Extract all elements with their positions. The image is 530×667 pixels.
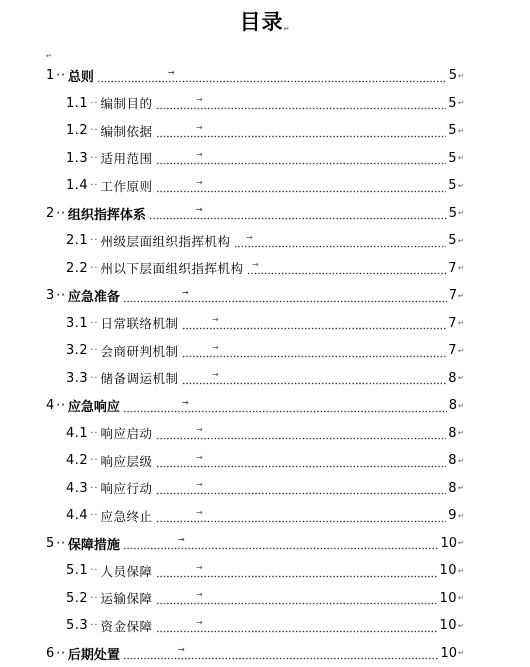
toc-entry-separator: ··	[88, 510, 100, 521]
dot-leader	[247, 261, 447, 275]
toc-entry-separator: ··	[54, 400, 68, 411]
toc-entry-page: 5	[448, 206, 457, 221]
tab-mark-icon: →	[196, 178, 203, 188]
toc-entry-title: 响应行动	[101, 479, 155, 497]
tab-mark-icon: →	[196, 480, 203, 490]
tab-mark-icon: →	[252, 260, 259, 270]
toc-entry-title: 编制目的	[101, 94, 155, 112]
toc-entry-page: 8	[447, 481, 457, 496]
toc-entry[interactable]	[0, 420, 530, 448]
toc-entry-title: 会商研判机制	[101, 342, 181, 360]
toc-entry-separator: ··	[54, 208, 68, 219]
toc-entry-separator: ··	[88, 373, 100, 384]
toc-entry[interactable]	[0, 585, 530, 613]
toc-entry-page: 10	[438, 591, 457, 606]
toc-entry-title: 组织指挥体系	[68, 204, 148, 223]
toc-entry-number: 2.1	[66, 233, 88, 248]
toc-entry[interactable]	[0, 502, 530, 530]
toc-entry[interactable]	[0, 530, 530, 558]
toc-entry-page: 5	[447, 178, 457, 193]
paragraph-mark-icon: ↵	[457, 237, 470, 245]
tab-mark-icon: →	[196, 425, 203, 435]
toc-entry[interactable]	[0, 310, 530, 338]
toc-heading	[0, 8, 530, 43]
paragraph-mark-icon: ↵	[457, 402, 470, 410]
toc-entry-separator: ··	[88, 483, 100, 494]
paragraph-mark-icon: ↵	[457, 594, 470, 602]
paragraph-mark-icon: ↵	[457, 182, 470, 190]
toc-entry-separator: ··	[88, 345, 100, 356]
toc-entry-title: 州以下层面组织指挥机构	[101, 259, 246, 277]
dot-leader	[123, 646, 439, 660]
dot-leader	[156, 179, 447, 193]
dot-leader	[156, 124, 447, 138]
toc-entry[interactable]	[0, 392, 530, 420]
dot-leader	[97, 69, 447, 83]
toc-list	[0, 62, 530, 667]
toc-entry-title: 储备调运机制	[101, 369, 181, 387]
paragraph-mark-icon: ↵	[457, 154, 470, 162]
toc-entry-separator: ··	[88, 153, 100, 164]
paragraph-mark-icon: ↵	[457, 622, 470, 630]
paragraph-mark-icon: ↵	[457, 347, 470, 355]
toc-entry-number: 1.3	[66, 151, 88, 166]
toc-entry-number: 1.1	[66, 96, 88, 111]
tab-mark-icon: →	[212, 370, 219, 380]
toc-entry-number: 5.1	[66, 563, 88, 578]
toc-entry-separator: ··	[88, 428, 100, 439]
toc-entry[interactable]	[0, 282, 530, 310]
paragraph-mark-icon: ↵	[457, 72, 470, 80]
paragraph-mark-icon: ↵	[457, 209, 470, 217]
toc-entry-number: 4.3	[66, 481, 88, 496]
paragraph-mark-icon: ↵	[457, 99, 470, 107]
toc-entry-title: 总则	[68, 66, 96, 85]
tab-mark-icon: →	[196, 508, 203, 518]
dot-leader	[182, 371, 447, 385]
toc-entry-separator: ··	[88, 565, 100, 576]
tab-mark-icon: →	[212, 315, 219, 325]
toc-entry-page: 7	[448, 288, 457, 303]
toc-entry-number: 5	[46, 536, 54, 551]
tab-mark-icon: →	[182, 398, 189, 408]
toc-entry-title: 响应层级	[101, 452, 155, 470]
toc-entry[interactable]	[0, 227, 530, 255]
toc-entry-page: 10	[439, 536, 457, 551]
dot-leader	[156, 591, 438, 605]
toc-entry-title: 应急响应	[68, 396, 122, 415]
toc-entry[interactable]	[0, 200, 530, 228]
dot-leader	[156, 426, 447, 440]
toc-entry-number: 1.4	[66, 178, 88, 193]
toc-entry-separator: ··	[88, 180, 100, 191]
paragraph-mark-icon: ↵	[457, 484, 470, 492]
toc-entry-separator: ··	[88, 263, 100, 274]
dot-leader	[123, 399, 447, 413]
toc-entry-title: 人员保障	[101, 562, 155, 580]
dot-leader	[156, 481, 447, 495]
paragraph-mark-icon: ↵	[46, 52, 52, 60]
paragraph-mark-icon: ↵	[457, 567, 470, 575]
tab-mark-icon: →	[178, 535, 185, 545]
toc-entry-page: 5	[447, 96, 457, 111]
toc-entry-title: 工作原则	[101, 177, 155, 195]
toc-entry-page: 8	[447, 426, 457, 441]
toc-entry-title: 应急终止	[101, 507, 155, 525]
dot-leader	[123, 289, 447, 303]
toc-entry-number: 4.2	[66, 453, 88, 468]
tab-mark-icon: →	[196, 590, 203, 600]
empty-paragraph	[46, 46, 52, 61]
toc-entry-number: 3.2	[66, 343, 88, 358]
toc-entry-title: 保障措施	[68, 534, 122, 553]
dot-leader	[123, 536, 439, 550]
toc-entry-page: 7	[447, 261, 457, 276]
dot-leader	[182, 344, 447, 358]
toc-entry-page: 5	[447, 151, 457, 166]
toc-entry-page: 5	[447, 233, 457, 248]
toc-entry[interactable]	[0, 557, 530, 585]
toc-entry-page: 9	[447, 508, 457, 523]
toc-entry[interactable]	[0, 365, 530, 393]
tab-mark-icon: →	[196, 453, 203, 463]
paragraph-mark-icon: ↵	[457, 539, 470, 547]
toc-entry-title: 编制依据	[101, 122, 155, 140]
toc-entry[interactable]	[0, 475, 530, 503]
paragraph-mark-icon: ↵	[457, 374, 470, 382]
toc-entry[interactable]	[0, 255, 530, 283]
toc-entry-page: 5	[448, 68, 457, 83]
dot-leader	[156, 454, 447, 468]
tab-mark-icon: →	[196, 563, 203, 573]
toc-heading-text: 目录	[240, 10, 284, 34]
toc-entry[interactable]	[0, 145, 530, 173]
paragraph-mark-icon: ↵	[457, 429, 470, 437]
toc-entry-separator: ··	[88, 98, 100, 109]
toc-entry-separator: ··	[88, 235, 100, 246]
toc-entry-separator: ··	[54, 290, 68, 301]
toc-entry[interactable]	[0, 62, 530, 90]
toc-entry[interactable]	[0, 337, 530, 365]
toc-entry-title: 响应启动	[101, 424, 155, 442]
toc-entry-number: 4.1	[66, 426, 88, 441]
toc-entry-page: 5	[447, 123, 457, 138]
toc-entry-number: 4.4	[66, 508, 88, 523]
paragraph-mark-icon: ↵	[457, 319, 470, 327]
paragraph-mark-icon: ↵	[457, 649, 470, 657]
toc-entry[interactable]	[0, 612, 530, 640]
paragraph-mark-icon: ↵	[457, 457, 470, 465]
paragraph-mark-icon: ↵	[457, 512, 470, 520]
toc-entry-number: 6	[46, 646, 54, 661]
toc-entry-title: 资金保障	[101, 617, 155, 635]
toc-entry-number: 4	[46, 398, 54, 413]
toc-entry-number: 3	[46, 288, 54, 303]
toc-entry-number: 2.2	[66, 261, 88, 276]
dot-leader	[182, 316, 447, 330]
dot-leader	[156, 619, 438, 633]
tab-mark-icon: →	[196, 95, 203, 105]
toc-entry-number: 3.3	[66, 371, 88, 386]
paragraph-mark-icon: ↵	[457, 127, 470, 135]
tab-mark-icon: →	[196, 123, 203, 133]
toc-entry-title: 运输保障	[101, 589, 155, 607]
toc-entry-number: 5.2	[66, 591, 88, 606]
toc-entry-page: 7	[447, 316, 457, 331]
toc-entry-separator: ··	[88, 125, 100, 136]
toc-entry-separator: ··	[88, 455, 100, 466]
toc-entry-page: 10	[439, 646, 457, 661]
dot-leader	[156, 564, 438, 578]
tab-mark-icon: →	[246, 233, 253, 243]
tab-mark-icon: →	[178, 645, 185, 655]
toc-entry-title: 后期处置	[68, 644, 122, 663]
toc-entry-page: 8	[448, 398, 457, 413]
toc-entry[interactable]	[0, 90, 530, 118]
toc-entry-title: 日常联络机制	[101, 314, 181, 332]
dot-leader	[156, 96, 447, 110]
toc-entry-title: 应急准备	[68, 286, 122, 305]
toc-entry-number: 3.1	[66, 316, 88, 331]
toc-entry-separator: ··	[88, 593, 100, 604]
tab-mark-icon: →	[168, 68, 175, 78]
toc-entry-number: 1	[46, 68, 54, 83]
dot-leader	[156, 151, 447, 165]
tab-mark-icon: →	[182, 288, 189, 298]
toc-entry-number: 5.3	[66, 618, 88, 633]
toc-entry-title: 适用范围	[101, 149, 155, 167]
toc-entry-page: 8	[447, 371, 457, 386]
toc-entry-number: 2	[46, 206, 54, 221]
toc-entry-page: 10	[438, 618, 457, 633]
toc-entry-separator: ··	[54, 70, 68, 81]
dot-leader	[149, 206, 447, 220]
paragraph-mark-icon: ↵	[284, 25, 291, 33]
tab-mark-icon: →	[212, 343, 219, 353]
toc-entry[interactable]	[0, 640, 530, 667]
tab-mark-icon: →	[196, 205, 203, 215]
toc-entry-number: 1.2	[66, 123, 88, 138]
dot-leader	[156, 509, 447, 523]
dot-leader	[234, 234, 447, 248]
toc-entry-separator: ··	[54, 648, 68, 659]
toc-entry[interactable]	[0, 172, 530, 200]
toc-entry-separator: ··	[88, 620, 100, 631]
toc-entry[interactable]	[0, 447, 530, 475]
tab-mark-icon: →	[196, 618, 203, 628]
tab-mark-icon: →	[196, 150, 203, 160]
toc-entry[interactable]	[0, 117, 530, 145]
toc-entry-title: 州级层面组织指挥机构	[101, 232, 233, 250]
paragraph-mark-icon: ↵	[457, 292, 470, 300]
toc-entry-separator: ··	[54, 538, 68, 549]
toc-entry-page: 7	[447, 343, 457, 358]
paragraph-mark-icon: ↵	[457, 264, 470, 272]
toc-entry-page: 8	[447, 453, 457, 468]
toc-entry-page: 10	[438, 563, 457, 578]
toc-entry-separator: ··	[88, 318, 100, 329]
